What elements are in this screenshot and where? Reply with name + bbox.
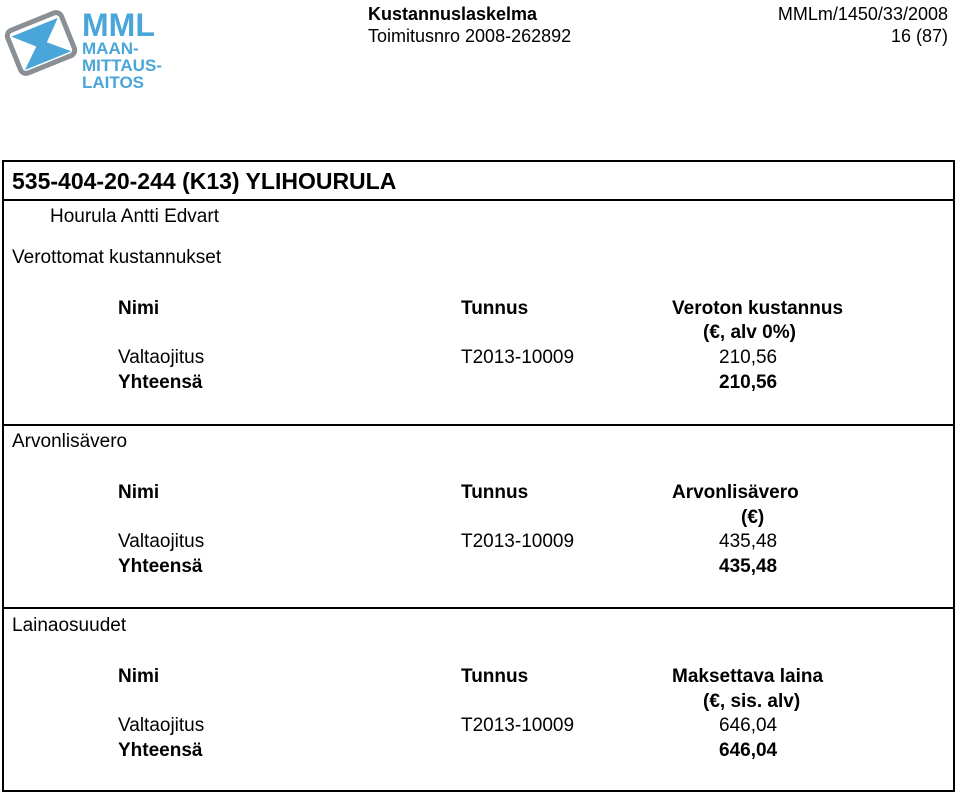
- logo-line-2: MAAN-: [82, 39, 139, 58]
- section-title: Verottomat kustannukset: [12, 247, 222, 268]
- column-header-value: Arvonlisävero: [672, 482, 799, 503]
- row-value: 435,48: [719, 531, 778, 552]
- column-header-unit: (€, sis. alv): [703, 691, 801, 712]
- parcel-id: 535-404-20-244 (K13) YLIHOURULA: [12, 168, 397, 194]
- divider: [2, 607, 955, 609]
- row-name: Valtaojitus: [118, 347, 205, 368]
- owner-name: Hourula Antti Edvart: [50, 206, 219, 227]
- column-header-unit: (€): [741, 507, 765, 528]
- total-value: 210,56: [719, 372, 778, 393]
- divider: [2, 199, 955, 201]
- order-number: Toimitusnro 2008-262892: [368, 26, 572, 46]
- document-reference: MMLm/1450/33/2008: [777, 4, 948, 24]
- column-header-code: Tunnus: [461, 482, 529, 503]
- row-code: T2013-10009: [461, 531, 575, 552]
- document-title: Kustannuslaskelma: [368, 4, 538, 24]
- row-value: 210,56: [719, 347, 778, 368]
- column-header-code: Tunnus: [461, 298, 529, 319]
- total-value: 646,04: [719, 740, 778, 761]
- column-header-name: Nimi: [118, 666, 160, 687]
- total-value: 435,48: [719, 556, 778, 577]
- column-header-name: Nimi: [118, 298, 160, 319]
- row-name: Valtaojitus: [118, 715, 205, 736]
- column-header-value: Veroton kustannus: [672, 298, 844, 319]
- column-header-unit: (€, alv 0%): [703, 322, 796, 343]
- row-code: T2013-10009: [461, 347, 575, 368]
- logo-envelope-icon: [2, 4, 80, 82]
- row-code: T2013-10009: [461, 715, 575, 736]
- column-header-code: Tunnus: [461, 666, 529, 687]
- section-title: Arvonlisävero: [12, 431, 128, 452]
- logo-line-1: MML: [82, 7, 155, 43]
- divider: [2, 424, 955, 426]
- total-label: Yhteensä: [118, 740, 203, 761]
- column-header-value: Maksettava laina: [672, 666, 824, 687]
- logo-text: [82, 7, 162, 92]
- mml-logo: [2, 4, 162, 92]
- logo-line-4: LAITOS: [82, 73, 145, 92]
- column-header-name: Nimi: [118, 482, 160, 503]
- row-name: Valtaojitus: [118, 531, 205, 552]
- section-title: Lainaosuudet: [12, 615, 127, 636]
- total-label: Yhteensä: [118, 372, 203, 393]
- row-value: 646,04: [719, 715, 778, 736]
- page-number: 16 (87): [890, 26, 948, 46]
- logo-line-3: MITTAUS-: [82, 56, 162, 75]
- total-label: Yhteensä: [118, 556, 203, 577]
